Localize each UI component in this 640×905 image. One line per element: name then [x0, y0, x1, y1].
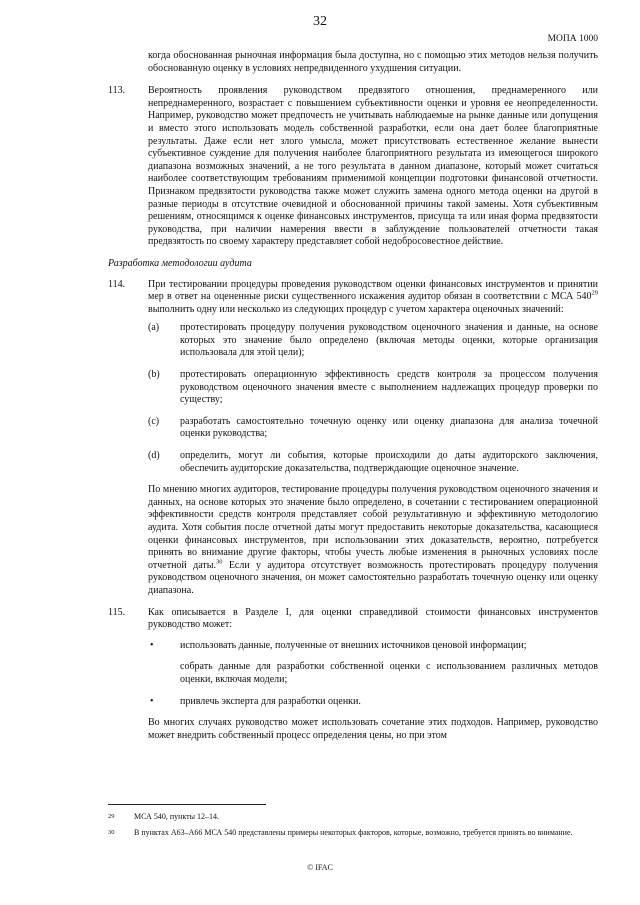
- procedure-list: [148, 322, 598, 475]
- list-item-label: (a): [148, 322, 160, 334]
- paragraph-text-part: Если у аудитора отсутствует возможность протестировать процедуру получения руководством оценочного значения, он может самостоятельно разработать точечную оценку или оценку диапазона.: [148, 559, 598, 596]
- footnote-text: МСА 540, пункты 12–14.: [134, 812, 220, 821]
- footnote-divider: [108, 804, 266, 805]
- bullet-item: [148, 696, 598, 709]
- list-item-text: определить, могут ли события, которые происходили до даты аудиторского заключения, обеспечить аудиторские доказательства, подтверждающие оценочное значение.: [180, 450, 598, 474]
- document-code: МОПА 1000: [547, 34, 598, 44]
- list-item-text: протестировать операционную эффективность средств контроля за процессом получения руководством оценочного значения вместе с выполнением надлежащих процедур проверки по существу;: [180, 369, 598, 406]
- bullet-text: привлечь эксперта для разработки оценки.: [180, 695, 361, 707]
- footnote-reference[interactable]: 29: [591, 289, 598, 297]
- bullet-text: использовать данные, полученные от внешних источников ценовой информации;: [180, 639, 527, 651]
- footnote-text: В пунктах A63–A66 МСА 540 представлены примеры некоторых факторов, которые, возможно, требуется принять во внимание.: [134, 828, 573, 837]
- page-content: [108, 50, 598, 751]
- paragraph-number: 114.: [108, 278, 126, 290]
- bullet-icon: •: [150, 695, 154, 707]
- list-item: [148, 416, 598, 441]
- bullet-item: [148, 640, 598, 653]
- list-item: [148, 322, 598, 360]
- paragraph-text-part: При тестировании процедуры проведения руководством оценки финансовых инструментов и принятии мер в ответ на оцененные риски существенного искажения аудитор обязан в соответствии с МСА 540: [148, 278, 598, 303]
- bullet-text: собрать данные для разработки собственной оценки с использованием различных методов оценки, включая модели;: [180, 661, 598, 685]
- bullet-item: [148, 661, 598, 686]
- section-heading: Разработка методологии аудита: [108, 257, 252, 269]
- approach-list: [148, 640, 598, 708]
- paragraph-text: Как описывается в Разделе I, для оценки справедливой стоимости финансовых инструментов руководство может:: [148, 606, 598, 631]
- paragraph-text: [148, 279, 598, 317]
- list-item: [148, 450, 598, 475]
- footnote: [108, 812, 598, 822]
- paragraph-continuation-text: Во многих случаях руководство может использовать сочетание этих подходов. Например, руководство может внедрить собственный процесс определения цены, но при этом: [148, 717, 598, 741]
- list-item-label: (b): [148, 369, 160, 381]
- paragraph-113: [108, 85, 598, 249]
- paragraph-115: [108, 607, 598, 743]
- list-item: [148, 369, 598, 407]
- list-item-text: протестировать процедуру получения руководством оценочного значения и данные, на основе которых это значение было определено (включая методы оценки, которые организация использовала для этой цели);: [180, 322, 598, 359]
- list-item-label: (c): [148, 415, 160, 427]
- paragraph-continuation-text: [148, 484, 598, 597]
- page-number: 32: [313, 14, 327, 29]
- copyright-notice: © IFAC: [307, 863, 333, 872]
- footnote-mark: 30: [108, 829, 115, 836]
- footnote: [108, 828, 598, 838]
- paragraph-114: [108, 279, 598, 598]
- footnote-mark: 29: [108, 813, 115, 820]
- paragraph-number: 115.: [108, 606, 126, 618]
- list-item-label: (d): [148, 450, 160, 462]
- continuation-paragraph: когда обоснованная рыночная информация была доступна, но с помощью этих методов нельзя получить обоснованную оценку в условиях непредвиденного ухудшения ситуации.: [148, 50, 598, 74]
- paragraph-text-part: выполнить одну или несколько из следующих процедур с учетом характера оценочных значений:: [148, 303, 564, 315]
- footnotes: [108, 812, 598, 844]
- paragraph-text-part: По мнению многих аудиторов, тестирование процедуры получения руководством оценочного значения и данных, на основе которых это значение было определено, в сочетании с тестированием операционной эффективности средств контроля представляет собой результативную и эффективную методологию аудита. Хотя события после отчетной даты могут предоставить некоторые доказательства, касающиеся оценки финансовых инструментов, при использовании этих доказательств, вероятно, потребуется принять во внимание другие факторы, чтобы учесть любые изменения в рыночных условиях после отчетной даты.: [148, 484, 598, 571]
- paragraph-text: Вероятность проявления руководством предвзятого отношения, преднамеренного или непреднамеренного, возрастает с повышением субъективности оценки и уровня ее неопределенности. Например, руководство может предпочесть не учитывать наблюдаемые на рынке данные или допущения и вместо этого использовать модель собственной разработки, если она дает более благоприятные результаты. Даже если нет злого умысла, может присутствовать естественное желание вынести субъективное суждение для получения наиболее благоприятного результата из имеющегося широкого диапазона возможных значений, а не того результата в данном диапазоне, который может считаться наиболее соответствующим требованиям применимой концепции подготовки финансовой отчетности. Признаком предвзятости руководства также может служить замена одного метода оценки на другой в разные периоды в отсутствие очевидной и обоснованной причины такой замены. Хотя субъективным решениям, относящимся к оценке финансовых инструментов, присуща та или иная форма предвзятости руководства, при наличии намерения ввести в заблуждение пользователей отчетности такая предвзятость по своему характеру представляет собой недобросовестное действие.: [148, 85, 598, 248]
- footnote-reference[interactable]: 30: [215, 558, 223, 566]
- bullet-icon: •: [150, 639, 154, 651]
- list-item-text: разработать самостоятельно точечную оценку или оценку диапазона для анализа точечной оценки руководства;: [180, 415, 598, 440]
- paragraph-number: 113.: [108, 85, 126, 97]
